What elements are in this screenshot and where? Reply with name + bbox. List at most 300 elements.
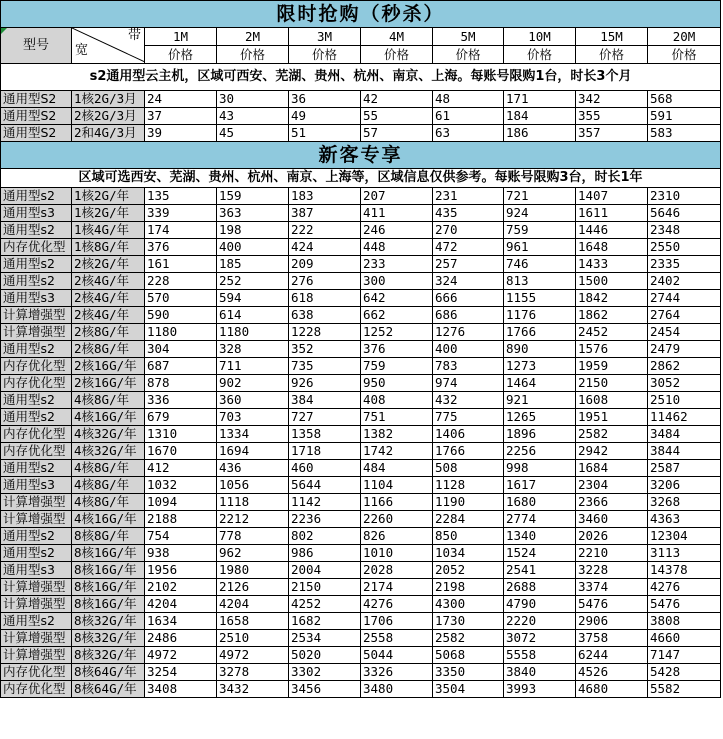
spec-cell: 2核4G/年 [72,273,145,290]
price-cell: 1634 [145,613,217,630]
price-cell: 759 [361,358,433,375]
price-cell: 590 [145,307,217,324]
price-cell: 57 [361,125,433,142]
price-cell: 3326 [361,664,433,681]
spec-cell: 4核32G/年 [72,443,145,460]
new-customer-title: 新客专享 [1,142,721,169]
spec-cell: 2核16G/年 [72,375,145,392]
spec-cell: 1核2G/年 [72,188,145,205]
price-cell: 408 [361,392,433,409]
price-cell: 1010 [361,545,433,562]
price-cell: 339 [145,205,217,222]
price-cell: 1180 [145,324,217,341]
price-cell: 183 [289,188,361,205]
price-cell: 400 [217,239,289,256]
model-cell: 内存优化型 [1,239,72,256]
price-cell: 1358 [289,426,361,443]
price-cell: 300 [361,273,433,290]
price-column-label: 价格 [145,46,217,64]
price-cell: 826 [361,528,433,545]
price-cell: 4972 [217,647,289,664]
price-cell: 3840 [504,664,576,681]
price-cell: 36 [289,91,361,108]
price-cell: 1180 [217,324,289,341]
model-cell: 内存优化型 [1,664,72,681]
price-cell: 1500 [576,273,648,290]
price-cell: 746 [504,256,576,273]
price-cell: 614 [217,307,289,324]
bandwidth-column-5M: 5M [433,28,504,46]
price-cell: 5044 [361,647,433,664]
price-cell: 1959 [576,358,648,375]
spec-cell: 4核8G/年 [72,477,145,494]
table-row [1,545,721,562]
price-cell: 3302 [289,664,361,681]
price-column-label: 价格 [504,46,576,64]
spec-cell: 2核4G/年 [72,290,145,307]
table-row [1,290,721,307]
table-row [1,511,721,528]
price-cell: 686 [433,307,504,324]
price-cell: 328 [217,341,289,358]
price-cell: 2774 [504,511,576,528]
table-row [1,562,721,579]
price-cell: 1608 [576,392,648,409]
table-row [1,205,721,222]
price-cell: 2284 [433,511,504,528]
model-cell: 计算增强型 [1,307,72,324]
price-cell: 783 [433,358,504,375]
table-row [1,307,721,324]
price-cell: 950 [361,375,433,392]
bandwidth-column-4M: 4M [361,28,433,46]
price-cell: 666 [433,290,504,307]
table-row [1,392,721,409]
price-cell: 1265 [504,409,576,426]
price-column-label: 价格 [433,46,504,64]
price-cell: 4972 [145,647,217,664]
price-cell: 1658 [217,613,289,630]
price-cell: 4204 [145,596,217,613]
price-cell: 2452 [576,324,648,341]
model-cell: 通用型s2 [1,222,72,239]
price-cell: 304 [145,341,217,358]
price-cell: 2366 [576,494,648,511]
model-cell: 通用型s2 [1,460,72,477]
table-row [1,239,721,256]
price-cell: 270 [433,222,504,239]
price-cell: 1407 [576,188,648,205]
price-cell: 1276 [433,324,504,341]
price-cell: 159 [217,188,289,205]
price-cell: 51 [289,125,361,142]
price-cell: 7147 [648,647,721,664]
price-cell: 1032 [145,477,217,494]
spec-cell: 2核8G/年 [72,341,145,358]
price-cell: 3206 [648,477,721,494]
model-cell: 通用型s2 [1,273,72,290]
price-cell: 49 [289,108,361,125]
spec-cell: 4核32G/年 [72,426,145,443]
price-cell: 703 [217,409,289,426]
price-cell: 231 [433,188,504,205]
price-cell: 3374 [576,579,648,596]
price-cell: 1273 [504,358,576,375]
price-cell: 4790 [504,596,576,613]
price-cell: 135 [145,188,217,205]
price-cell: 2862 [648,358,721,375]
price-cell: 2174 [361,579,433,596]
price-cell: 1730 [433,613,504,630]
price-cell: 246 [361,222,433,239]
price-cell: 3254 [145,664,217,681]
price-cell: 735 [289,358,361,375]
price-cell: 1056 [217,477,289,494]
table-row [1,358,721,375]
spec-cell: 1核2G/3月 [72,91,145,108]
price-cell: 3113 [648,545,721,562]
model-cell: 内存优化型 [1,358,72,375]
price-cell: 2028 [361,562,433,579]
model-cell: 通用型S2 [1,125,72,142]
price-cell: 448 [361,239,433,256]
price-cell: 594 [217,290,289,307]
model-header-label: 型号 [23,38,50,53]
spec-cell: 1核8G/年 [72,239,145,256]
model-cell: 计算增强型 [1,630,72,647]
price-cell: 5068 [433,647,504,664]
price-cell: 1680 [504,494,576,511]
model-cell: 内存优化型 [1,375,72,392]
model-cell: 通用型S2 [1,91,72,108]
price-cell: 37 [145,108,217,125]
price-cell: 384 [289,392,361,409]
price-cell: 5646 [648,205,721,222]
price-cell: 2510 [648,392,721,409]
price-cell: 2150 [576,375,648,392]
model-cell: 通用型s2 [1,256,72,273]
price-cell: 432 [433,392,504,409]
flash-sale-title: 限时抢购（秒杀） [1,1,721,28]
price-cell: 387 [289,205,361,222]
price-cell: 2126 [217,579,289,596]
price-cell: 276 [289,273,361,290]
model-cell: 通用型s2 [1,409,72,426]
price-cell: 687 [145,358,217,375]
bandwidth-column-15M: 15M [576,28,648,46]
price-cell: 3758 [576,630,648,647]
price-cell: 5476 [648,596,721,613]
price-cell: 508 [433,460,504,477]
price-cell: 1524 [504,545,576,562]
price-cell: 1094 [145,494,217,511]
spec-cell: 2核2G/年 [72,256,145,273]
price-cell: 3504 [433,681,504,698]
price-cell: 2534 [289,630,361,647]
price-cell: 711 [217,358,289,375]
price-cell: 360 [217,392,289,409]
model-cell: 通用型s3 [1,290,72,307]
price-cell: 1176 [504,307,576,324]
price-cell: 1118 [217,494,289,511]
price-cell: 12304 [648,528,721,545]
price-cell: 591 [648,108,721,125]
model-cell: 通用型s2 [1,392,72,409]
price-cell: 1694 [217,443,289,460]
model-cell: 通用型s2 [1,613,72,630]
spec-cell: 1核2G/年 [72,205,145,222]
price-cell: 363 [217,205,289,222]
table-row [1,324,721,341]
bandwidth-header [72,28,145,64]
price-cell: 878 [145,375,217,392]
price-cell: 5582 [648,681,721,698]
price-cell: 850 [433,528,504,545]
table-row [1,494,721,511]
model-cell: 通用型s2 [1,341,72,358]
model-cell: 计算增强型 [1,596,72,613]
price-cell: 39 [145,125,217,142]
price-cell: 424 [289,239,361,256]
price-cell: 890 [504,341,576,358]
price-cell: 2260 [361,511,433,528]
price-cell: 2454 [648,324,721,341]
price-cell: 4204 [217,596,289,613]
price-cell: 30 [217,91,289,108]
price-cell: 926 [289,375,361,392]
price-cell: 207 [361,188,433,205]
price-cell: 2587 [648,460,721,477]
price-cell: 1382 [361,426,433,443]
table-row [1,341,721,358]
bandwidth-column-20M: 20M [648,28,721,46]
price-cell: 1766 [504,324,576,341]
price-cell: 4526 [576,664,648,681]
price-cell: 2688 [504,579,576,596]
price-cell: 1670 [145,443,217,460]
price-cell: 3432 [217,681,289,698]
table-row [1,596,721,613]
price-cell: 1842 [576,290,648,307]
price-cell: 3844 [648,443,721,460]
model-cell: 内存优化型 [1,426,72,443]
price-cell: 472 [433,239,504,256]
price-cell: 5428 [648,664,721,681]
price-cell: 3460 [576,511,648,528]
price-cell: 1340 [504,528,576,545]
price-cell: 342 [576,91,648,108]
price-cell: 1128 [433,477,504,494]
price-cell: 2236 [289,511,361,528]
model-cell: 内存优化型 [1,443,72,460]
spec-cell: 8核64G/年 [72,664,145,681]
width-label: 宽 [75,43,89,58]
price-cell: 2004 [289,562,361,579]
price-cell: 5558 [504,647,576,664]
price-cell: 1576 [576,341,648,358]
price-cell: 2402 [648,273,721,290]
bandwidth-column-3M: 3M [289,28,361,46]
bandwidth-column-1M: 1M [145,28,217,46]
price-cell: 11462 [648,409,721,426]
price-cell: 962 [217,545,289,562]
price-cell: 1252 [361,324,433,341]
price-cell: 24 [145,91,217,108]
price-cell: 2150 [289,579,361,596]
price-cell: 357 [576,125,648,142]
price-cell: 3052 [648,375,721,392]
price-cell: 5476 [576,596,648,613]
price-cell: 355 [576,108,648,125]
spec-cell: 4核8G/年 [72,392,145,409]
price-cell: 961 [504,239,576,256]
price-cell: 2220 [504,613,576,630]
model-cell: 通用型s3 [1,205,72,222]
price-cell: 4660 [648,630,721,647]
price-cell: 1956 [145,562,217,579]
price-cell: 570 [145,290,217,307]
price-cell: 43 [217,108,289,125]
price-cell: 14378 [648,562,721,579]
price-cell: 252 [217,273,289,290]
model-cell: 计算增强型 [1,494,72,511]
model-cell: 通用型s3 [1,477,72,494]
price-cell: 1142 [289,494,361,511]
price-column-label: 价格 [217,46,289,64]
price-cell: 1433 [576,256,648,273]
price-cell: 411 [361,205,433,222]
price-column-label: 价格 [289,46,361,64]
model-cell: 通用型s2 [1,545,72,562]
model-cell: 计算增强型 [1,647,72,664]
price-cell: 2310 [648,188,721,205]
price-cell: 412 [145,460,217,477]
spec-cell: 8核16G/年 [72,562,145,579]
table-row [1,681,721,698]
price-cell: 1718 [289,443,361,460]
price-cell: 185 [217,256,289,273]
price-cell: 376 [361,341,433,358]
price-cell: 642 [361,290,433,307]
spec-cell: 1核4G/年 [72,222,145,239]
price-cell: 662 [361,307,433,324]
price-cell: 921 [504,392,576,409]
price-cell: 583 [648,125,721,142]
price-cell: 1862 [576,307,648,324]
price-cell: 1648 [576,239,648,256]
spec-cell: 8核16G/年 [72,579,145,596]
spec-cell: 8核16G/年 [72,596,145,613]
price-cell: 186 [504,125,576,142]
table-row [1,613,721,630]
model-cell: 计算增强型 [1,511,72,528]
spec-cell: 8核32G/年 [72,613,145,630]
price-cell: 63 [433,125,504,142]
price-cell: 2906 [576,613,648,630]
price-cell: 2026 [576,528,648,545]
table-row [1,188,721,205]
table-row [1,630,721,647]
model-cell: 计算增强型 [1,579,72,596]
bandwidth-column-2M: 2M [217,28,289,46]
price-cell: 2256 [504,443,576,460]
price-cell: 257 [433,256,504,273]
new-customer-notice: 区域可选西安、芜湖、贵州、杭州、南京、上海等，区域信息仅供参考。每账号限购3台，时长1年 [1,169,721,188]
price-cell: 2550 [648,239,721,256]
price-cell: 1190 [433,494,504,511]
price-cell: 45 [217,125,289,142]
price-cell: 400 [433,341,504,358]
price-cell: 336 [145,392,217,409]
spec-cell: 8核32G/年 [72,647,145,664]
bandwidth-label: 带 [127,28,141,43]
bandwidth-column-10M: 10M [504,28,576,46]
spec-cell: 2和4G/3月 [72,125,145,142]
spec-cell: 2核8G/年 [72,324,145,341]
spec-cell: 2核16G/年 [72,358,145,375]
price-cell: 2582 [576,426,648,443]
price-cell: 61 [433,108,504,125]
spec-cell: 4核8G/年 [72,460,145,477]
price-cell: 4252 [289,596,361,613]
price-cell: 1951 [576,409,648,426]
price-cell: 1464 [504,375,576,392]
price-cell: 998 [504,460,576,477]
price-cell: 802 [289,528,361,545]
price-cell: 3408 [145,681,217,698]
model-cell: 计算增强型 [1,324,72,341]
price-cell: 2558 [361,630,433,647]
price-cell: 751 [361,409,433,426]
table-row [1,375,721,392]
price-cell: 759 [504,222,576,239]
price-cell: 679 [145,409,217,426]
price-cell: 171 [504,91,576,108]
price-cell: 228 [145,273,217,290]
table-row [1,256,721,273]
spec-cell: 8核32G/年 [72,630,145,647]
price-cell: 1896 [504,426,576,443]
price-cell: 3278 [217,664,289,681]
price-cell: 4276 [361,596,433,613]
table-row [1,409,721,426]
price-cell: 4276 [648,579,721,596]
price-cell: 2052 [433,562,504,579]
price-cell: 4300 [433,596,504,613]
price-cell: 435 [433,205,504,222]
price-cell: 568 [648,91,721,108]
price-cell: 1155 [504,290,576,307]
price-cell: 1034 [433,545,504,562]
table-row [1,647,721,664]
table-row [1,91,721,108]
price-cell: 1742 [361,443,433,460]
price-column-label: 价格 [576,46,648,64]
spec-cell: 2核2G/3月 [72,108,145,125]
price-cell: 778 [217,528,289,545]
spec-cell: 4核8G/年 [72,494,145,511]
price-cell: 2198 [433,579,504,596]
price-cell: 484 [361,460,433,477]
price-cell: 1406 [433,426,504,443]
price-cell: 233 [361,256,433,273]
table-row [1,664,721,681]
price-cell: 3350 [433,664,504,681]
price-cell: 1706 [361,613,433,630]
price-cell: 2304 [576,477,648,494]
price-cell: 974 [433,375,504,392]
price-cell: 222 [289,222,361,239]
